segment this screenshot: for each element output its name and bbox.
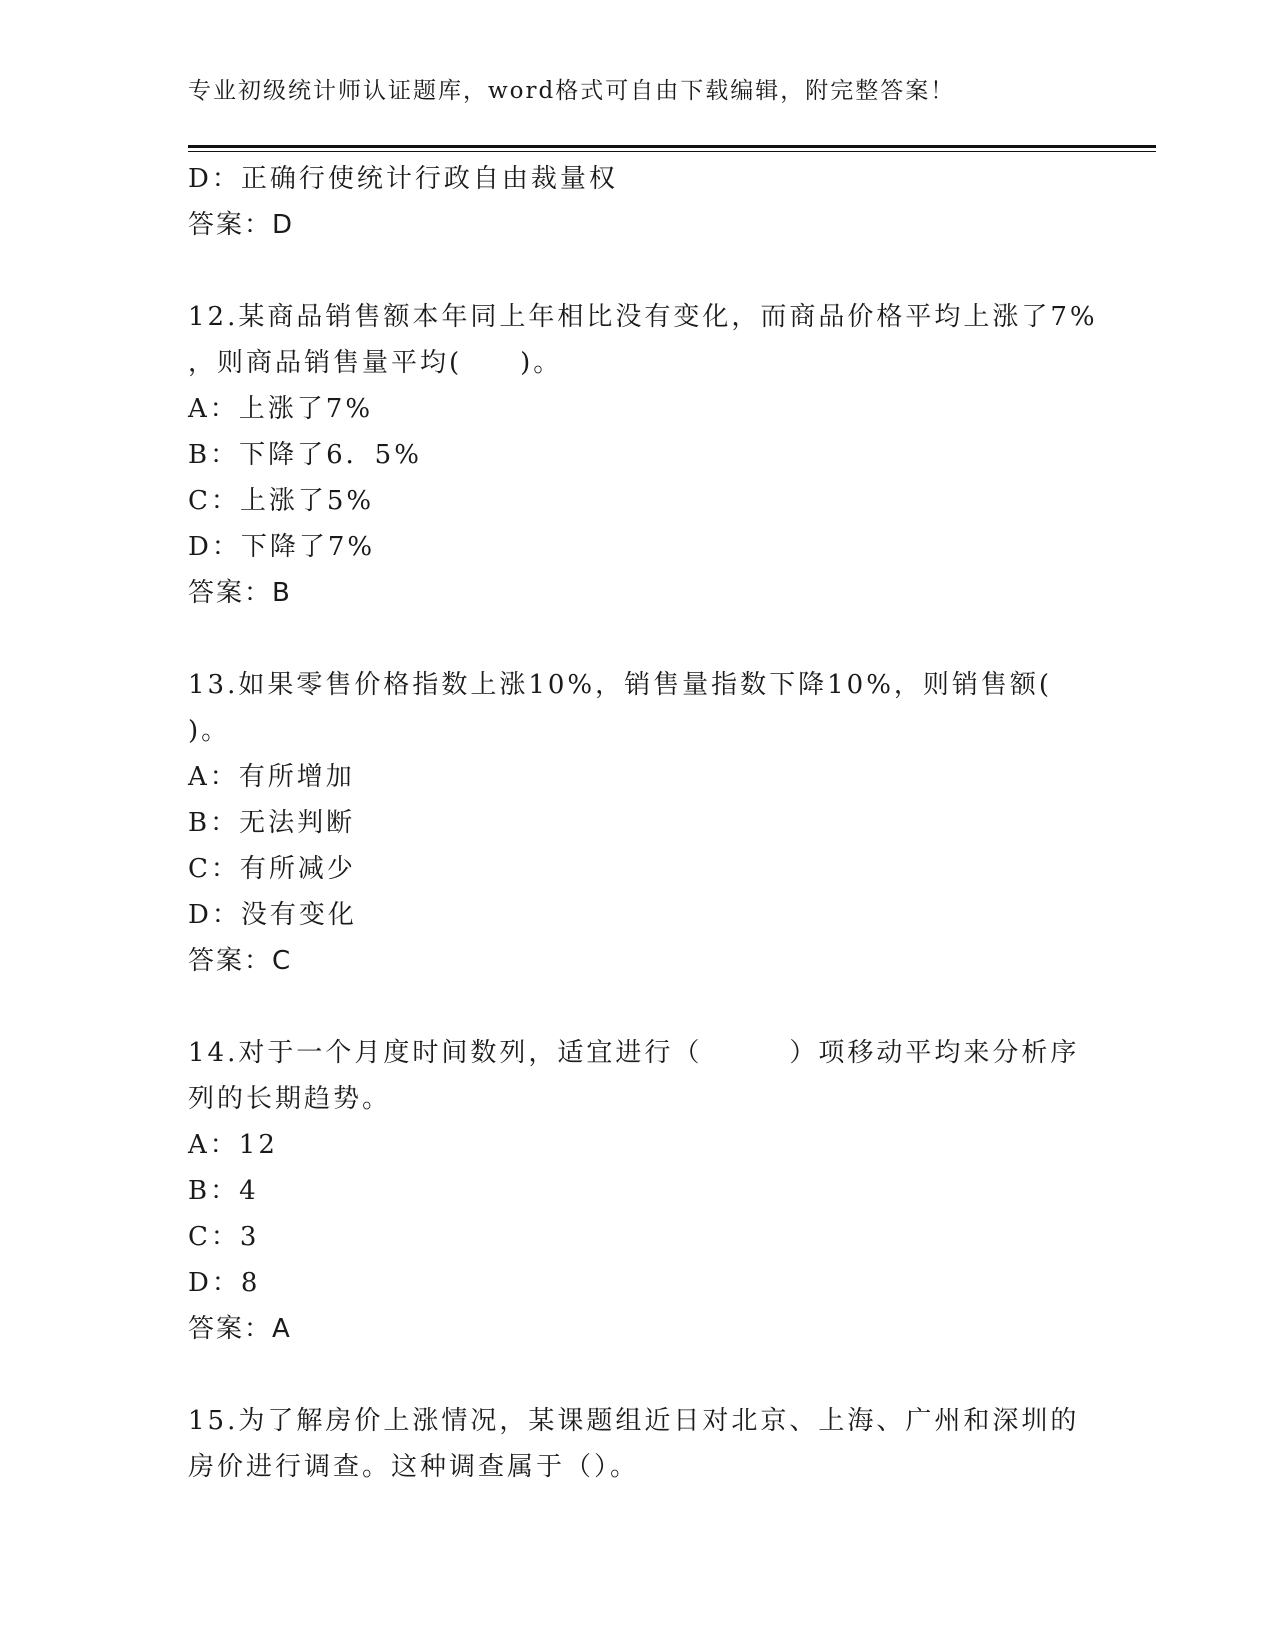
question-12 bbox=[188, 294, 1098, 616]
question-11 bbox=[188, 156, 1088, 248]
answer: 答案：B bbox=[188, 578, 292, 608]
question-stem: )。 bbox=[188, 716, 231, 746]
option-a: A：上涨了7% bbox=[188, 394, 374, 424]
question-stem: 13.如果零售价格指数上涨10%，销售量指数下降10%，则销售额( bbox=[188, 670, 1053, 700]
option-d: D：下降了7% bbox=[188, 532, 376, 562]
option-a: A：12 bbox=[188, 1130, 278, 1160]
answer: 答案：A bbox=[188, 1314, 292, 1344]
option-d: D：没有变化 bbox=[188, 900, 357, 930]
question-13 bbox=[188, 662, 1088, 984]
spacer bbox=[188, 616, 1088, 662]
option-d: D：正确行使统计行政自由裁量权 bbox=[188, 164, 618, 194]
option-b: B：4 bbox=[188, 1176, 259, 1206]
option-d: D：8 bbox=[188, 1268, 261, 1298]
spacer bbox=[188, 984, 1088, 1030]
header-rule-thick bbox=[188, 145, 1156, 148]
question-stem: 14.对于一个月度时间数列，适宜进行（ ）项移动平均来分析序 bbox=[188, 1038, 1080, 1068]
question-list bbox=[188, 156, 1098, 1490]
answer: 答案：D bbox=[188, 210, 295, 240]
question-stem: 15.为了解房价上涨情况，某课题组近日对北京、上海、广州和深圳的 bbox=[188, 1406, 1080, 1436]
option-b: B：无法判断 bbox=[188, 808, 356, 838]
question-stem: ，则商品销售量平均( )。 bbox=[188, 348, 563, 378]
header-rule-thin bbox=[188, 151, 1156, 152]
option-c: C：3 bbox=[188, 1222, 260, 1252]
option-c: C：有所减少 bbox=[188, 854, 356, 884]
option-c: C：上涨了5% bbox=[188, 486, 375, 516]
answer: 答案：C bbox=[188, 946, 293, 976]
question-stem: 12.某商品销售额本年同上年相比没有变化，而商品价格平均上涨了7% bbox=[188, 302, 1098, 332]
option-a: A：有所增加 bbox=[188, 762, 355, 792]
question-15 bbox=[188, 1398, 1088, 1490]
page-header: 专业初级统计师认证题库，word格式可自由下载编辑，附完整答案！ bbox=[188, 78, 956, 104]
question-stem: 房价进行调查。这种调查属于（）。 bbox=[188, 1452, 640, 1482]
spacer bbox=[188, 1352, 1088, 1398]
question-stem: 列的长期趋势。 bbox=[188, 1084, 392, 1114]
option-b: B：下降了6．5% bbox=[188, 440, 422, 470]
question-14 bbox=[188, 1030, 1088, 1352]
spacer bbox=[188, 248, 1088, 294]
